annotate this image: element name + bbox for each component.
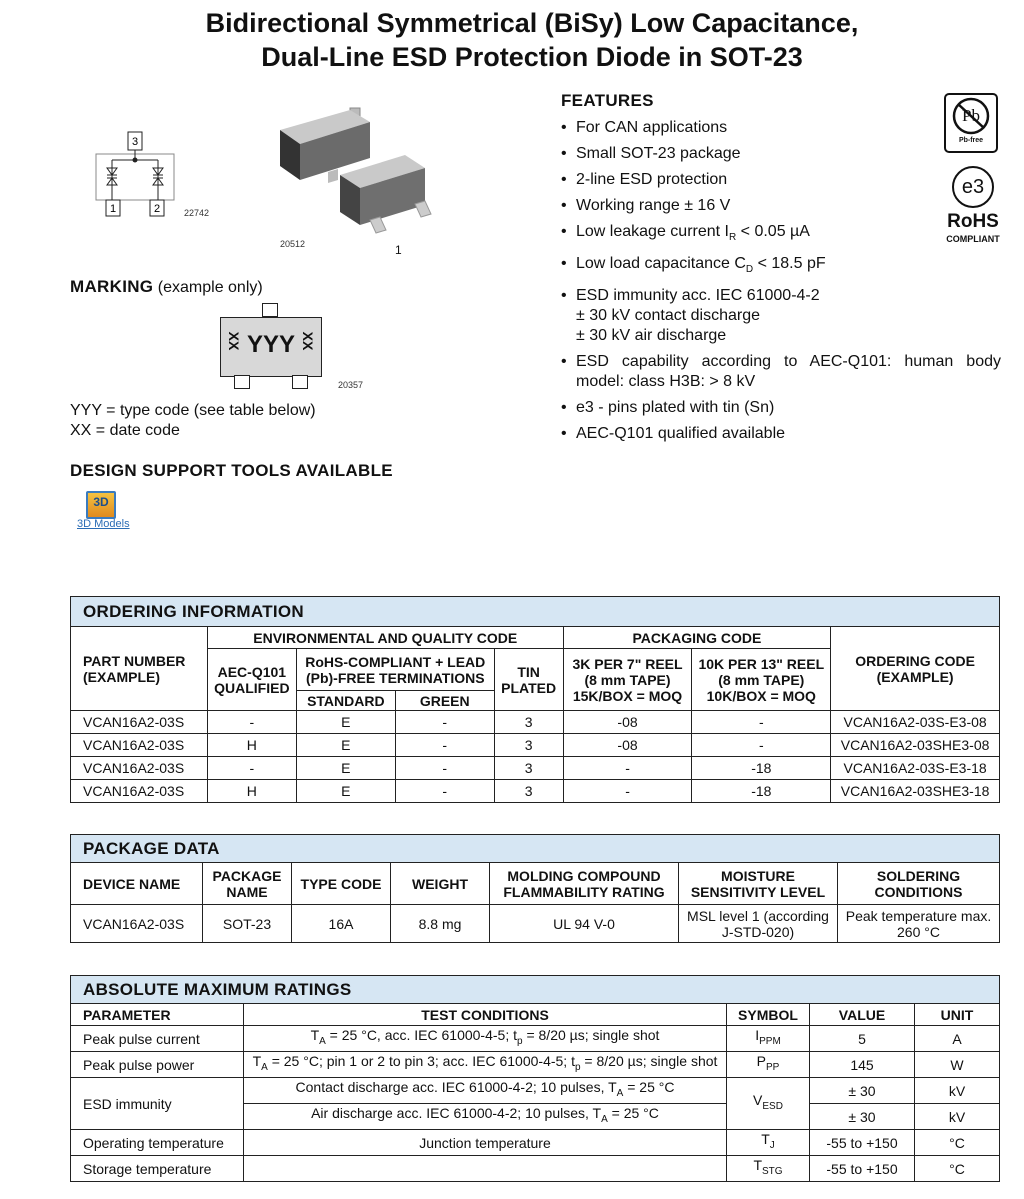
cond-sub: A [261,1061,268,1073]
col-10k-reel: 10K PER 13" REEL (8 mm TAPE) 10K/BOX = MOQ [692,649,831,711]
cell: - [692,734,831,757]
col-type-code: TYPE CODE [292,863,391,905]
col-aec: AEC-Q101 QUALIFIED [207,649,296,711]
design-tools-heading: DESIGN SUPPORT TOOLS AVAILABLE [70,461,393,480]
table-row [71,757,1000,780]
table-row [71,780,1000,803]
feature-item: • For CAN applications [561,118,1001,138]
feature-leak-text: Low leakage current I [576,223,729,240]
feature-cap-text: Low load capacitance C [576,255,746,273]
feature-leak-rest: < 0.05 µA [736,223,810,240]
col-green: GREEN [395,691,494,711]
feature-item [561,286,1001,346]
cond-part: = 8/20 µs; single shot [580,1053,718,1070]
title-line-2: Dual-Line ESD Protection Diode in SOT-23 [261,42,803,72]
cell [244,1052,727,1078]
feature-item: • ESD capability according to AEC-Q101: human body model: class H3B: > 8 kV [561,352,1001,392]
pb-symbol: Pb [962,106,980,125]
ratings-table [70,975,1000,1182]
col-value: VALUE [810,1004,915,1026]
table-row [71,734,1000,757]
feature-leak-sub: R [728,232,737,244]
cell: VCAN16A2-03S [71,780,208,803]
symbol: P [756,1053,766,1070]
cond-part: T [252,1053,262,1070]
schematic-code: 22742 [184,208,210,218]
marking-legend [70,401,316,441]
col-unit: UNIT [915,1004,1000,1026]
cell [727,1078,810,1130]
package-title: PACKAGE DATA [71,835,1000,863]
cell: 3 [494,734,563,757]
col-standard: STANDARD [296,691,395,711]
pb-free-logo [944,93,998,153]
cell: Operating temperature [71,1130,244,1156]
cell: Junction temperature [244,1130,727,1156]
cell [244,1026,727,1052]
cell: VCAN16A2-03SHE3-18 [831,780,1000,803]
table-row [71,1078,1000,1104]
cell [727,1052,810,1078]
cell: - [563,780,692,803]
cell: VCAN16A2-03S [71,711,208,734]
symbol-sub: PP [766,1061,780,1073]
cell: - [207,757,296,780]
symbol-sub: STG [762,1165,783,1177]
feature-esd-text: • ESD immunity acc. IEC 61000-4-2 [576,287,820,305]
marking-legend-line2: XX = date code [70,422,180,439]
features-heading: FEATURES [561,91,654,110]
cell: W [915,1052,1000,1078]
cell: UL 94 V-0 [490,905,679,943]
symbol-sub: J [769,1139,775,1151]
features-list [561,118,1001,450]
cell: SOT-23 [203,905,292,943]
col-package-name: PACKAGE NAME [203,863,292,905]
cell: Peak pulse power [71,1052,244,1078]
sot23-package-icon [270,100,450,250]
cond-part: = 25 °C [607,1105,659,1122]
cell: - [395,757,494,780]
cell: kV [915,1078,1000,1104]
col-env-quality: ENVIRONMENTAL AND QUALITY CODE [207,627,563,649]
table-row [71,711,1000,734]
cell: H [207,780,296,803]
cond-part: = 25 °C, acc. IEC 61000-4-5; t [325,1027,517,1044]
marking-date-right: XX [300,331,316,351]
ordering-table [70,596,1000,803]
symbol-sub: ESD [762,1100,783,1112]
cond-part: Contact discharge acc. IEC 61000-4-2; 10 pulses, T [295,1079,617,1096]
cell: ESD immunity [71,1078,244,1130]
cell: - [395,780,494,803]
cell: ± 30 [810,1078,915,1104]
package-image [270,100,450,250]
cell: -18 [692,780,831,803]
feature-item [561,222,1001,248]
3d-models-link[interactable]: 3D Models [77,518,130,530]
e3-text: e3 [961,176,985,198]
3d-models-icon[interactable] [86,491,114,517]
cell: 5 [810,1026,915,1052]
cell: VCAN16A2-03S [71,734,208,757]
col-rohs: RoHS-COMPLIANT + LEAD (Pb)-FREE TERMINATIONS [296,649,494,691]
symbol: T [753,1157,762,1174]
cell: kV [915,1104,1000,1130]
cell: H [207,734,296,757]
cond-sub: p [574,1061,581,1073]
col-device-name: DEVICE NAME [71,863,203,905]
pin3-label: 3 [131,136,139,148]
cell: E [296,711,395,734]
cell: - [395,711,494,734]
cond-sub: A [601,1113,608,1125]
col-ordering-code: ORDERING CODE (EXAMPLE) [831,627,1000,711]
marking-date-left: XX [226,331,242,351]
cell [727,1156,810,1182]
cell [727,1026,810,1052]
cell: VCAN16A2-03S [71,757,208,780]
col-3k-reel: 3K PER 7" REEL (8 mm TAPE) 15K/BOX = MOQ [563,649,692,711]
marking-note: (example only) [157,279,263,296]
col-weight: WEIGHT [391,863,490,905]
feature-item: • AEC-Q101 qualified available [561,424,1001,444]
cell: VCAN16A2-03S-E3-18 [831,757,1000,780]
cell: - [692,711,831,734]
cond-part: = 25 °C; pin 1 or 2 to pin 3; acc. IEC 61000-4-5; t [267,1053,575,1070]
package-code: 20512 [280,239,306,249]
table-row [71,1026,1000,1052]
cell [244,1156,727,1182]
rohs-compliant-label: COMPLIANT [946,234,1000,244]
col-soldering: SOLDERING CONDITIONS [838,863,1000,905]
symbol-sub: PPM [759,1035,781,1047]
marking-heading-row [70,277,263,298]
title-line-1: Bidirectional Symmetrical (BiSy) Low Capacitance, [205,8,859,38]
cell: VCAN16A2-03S-E3-08 [831,711,1000,734]
cell: -55 to +150 [810,1130,915,1156]
cell: MSL level 1 (according J-STD-020) [679,905,838,943]
symbol: I [755,1027,760,1044]
cond-sub: p [517,1035,523,1047]
package-table [70,834,1000,943]
cond-part: = 25 °C [623,1079,675,1096]
feature-item: • e3 - pins plated with tin (Sn) [561,398,1001,418]
pin2-label: 2 [153,203,161,215]
cell: 145 [810,1052,915,1078]
table-row [71,1130,1000,1156]
cell: -08 [563,734,692,757]
cell: E [296,734,395,757]
table-row [71,1156,1000,1182]
cell: -55 to +150 [810,1156,915,1182]
cell: VCAN16A2-03S [71,905,203,943]
feature-item: • Working range ± 16 V [561,196,1001,216]
cell: Peak temperature max. 260 °C [838,905,1000,943]
table-row [71,1052,1000,1078]
cell [727,1130,810,1156]
cond-part: = 8/20 µs; single shot [522,1027,660,1044]
cell [244,1104,727,1130]
col-symbol: SYMBOL [727,1004,810,1026]
cell: 8.8 mg [391,905,490,943]
marking-legend-line1: YYY = type code (see table below) [70,402,316,419]
cell: E [296,757,395,780]
marking-code: 20357 [338,380,364,390]
cell: -18 [692,757,831,780]
feature-cap-sub: D [745,264,754,276]
feature-item: • 2-line ESD protection [561,170,1001,190]
cond-part: Air discharge acc. IEC 61000-4-2; 10 pulses, T [311,1105,602,1122]
ratings-title: ABSOLUTE MAXIMUM RATINGS [71,976,1000,1004]
feature-esd-air: ± 30 kV air discharge [576,327,727,345]
ordering-title: ORDERING INFORMATION [71,597,1000,627]
e3-logo [952,166,994,208]
pin1-label: 1 [109,203,117,215]
cell: 16A [292,905,391,943]
cond-part: T [310,1027,320,1044]
cell: 3 [494,757,563,780]
cell: °C [915,1156,1000,1182]
col-packaging: PACKAGING CODE [563,627,831,649]
cell: VCAN16A2-03SHE3-08 [831,734,1000,757]
rohs-label: RoHS [947,211,999,232]
table-row [71,905,1000,943]
cell: E [296,780,395,803]
feature-cap-rest: < 18.5 pF [753,255,826,273]
col-part-number: PART NUMBER (EXAMPLE) [71,627,208,711]
marking-heading: MARKING [70,277,154,296]
package-pin-label: 1 [395,243,402,257]
pb-free-label: Pb-free [958,137,984,144]
cell: - [563,757,692,780]
symbol: T [761,1131,770,1148]
feature-item: • Small SOT-23 package [561,144,1001,164]
cond-sub: A [319,1035,326,1047]
cell [244,1078,727,1104]
col-parameter: PARAMETER [71,1004,244,1026]
symbol: V [753,1092,763,1109]
cell: - [395,734,494,757]
cell: 3 [494,780,563,803]
cell: ± 30 [810,1104,915,1130]
3d-icon-label: 3D [93,495,109,509]
page-title [0,6,1024,74]
feature-item [561,254,1001,280]
col-moisture: MOISTURE SENSITIVITY LEVEL [679,863,838,905]
col-tin: TIN PLATED [494,649,563,711]
cell: Storage temperature [71,1156,244,1182]
marking-type-code: YYY [246,331,296,358]
cond-sub: A [616,1087,624,1099]
cell: - [207,711,296,734]
feature-esd-contact: ± 30 kV contact discharge [576,307,760,325]
cell: 3 [494,711,563,734]
col-flammability: MOLDING COMPOUND FLAMMABILITY RATING [490,863,679,905]
cell: A [915,1026,1000,1052]
cell: -08 [563,711,692,734]
cell: Peak pulse current [71,1026,244,1052]
col-test-conditions: TEST CONDITIONS [244,1004,727,1026]
marking-figure [220,303,325,389]
cell: °C [915,1130,1000,1156]
